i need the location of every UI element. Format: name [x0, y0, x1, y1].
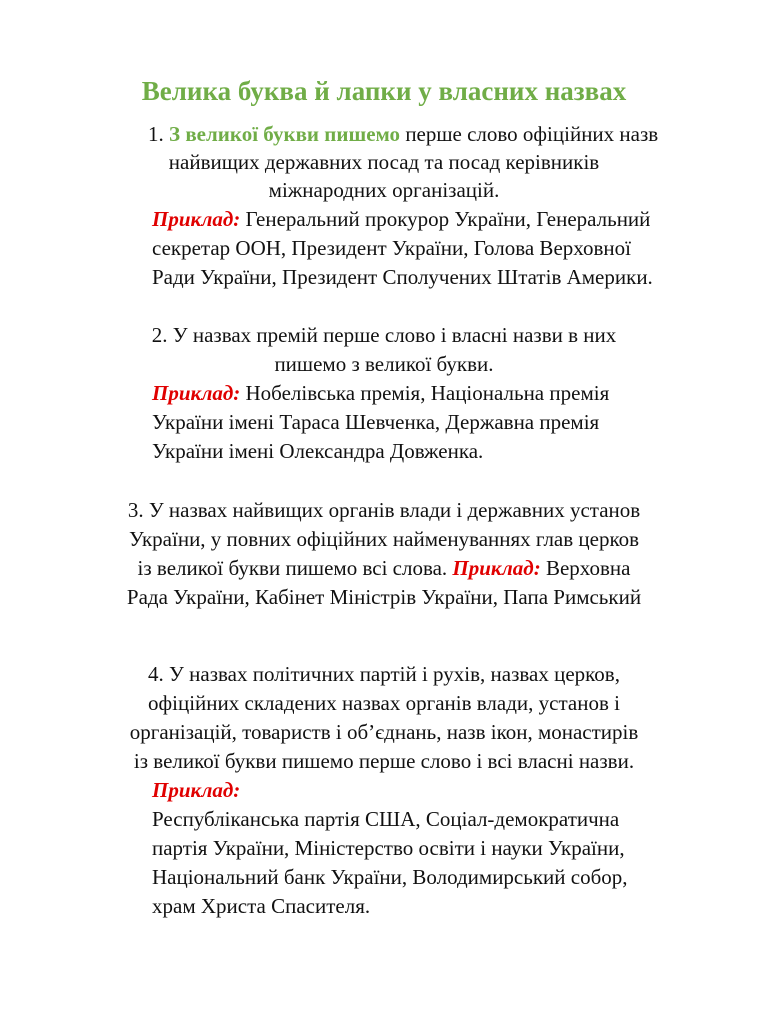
rule-1-example-line-1	[152, 205, 650, 233]
rule-2-example-label: Приклад:	[152, 381, 241, 405]
rule-2-example-line-2: України імені Тараса Шевченка, Державна премія	[152, 410, 600, 434]
rule-3-line-3-pre: із великої букви пишемо всі слова.	[137, 556, 453, 580]
rule-4-line-3: організацій, товариств і об’єднань, назв ікон, монастирів	[129, 720, 639, 744]
rule-2-line-2: пишемо з великої букви.	[274, 352, 494, 376]
rule-3-line-3	[0, 554, 768, 582]
rule-1-example-line-1-rest: Генеральний прокурор України, Генеральний	[240, 207, 651, 231]
rule-4-example-line-2: партія України, Міністерство освіти і науки України,	[152, 836, 625, 860]
rule-2-example-line-1-rest: Нобелівська премія, Національна премія	[240, 381, 610, 405]
rule-1-example-label: Приклад:	[152, 207, 241, 231]
rule-3-line-3-post: Верховна	[540, 556, 631, 580]
rule-1-highlight: З великої букви пишемо	[169, 122, 401, 146]
rule-1-number: 1.	[148, 122, 169, 146]
rule-4-example-line-3: Національний банк України, Володимирський собор,	[152, 865, 628, 889]
rule-3-example-label: Приклад:	[452, 556, 541, 580]
rule-1-example-line-2: секретар ООН, Президент України, Голова Верховної	[152, 236, 631, 260]
rule-3-line-4: Рада України, Кабінет Міністрів України, Папа Римський	[126, 585, 642, 609]
rule-1-line-1	[148, 120, 658, 148]
rule-3-line-2: України, у повних офіційних найменуваннях глав церков	[128, 527, 640, 551]
rule-4-line-2: офіційних складених назвах органів влади, установ і	[148, 691, 620, 715]
rule-1-line-1-rest: перше слово офіційних назв	[400, 122, 659, 146]
rule-4-line-1: 4. У назвах політичних партій і рухів, назвах церков,	[148, 662, 620, 686]
rule-1-line-2: найвищих державних посад та посад керівників	[168, 150, 600, 174]
rule-3-line-1: 3. У назвах найвищих органів влади і державних установ	[127, 498, 641, 522]
rule-1-example-line-3: Ради України, Президент Сполучених Штатів Америки.	[152, 265, 653, 289]
rule-2-line-1: 2. У назвах премій перше слово і власні назви в них	[151, 323, 617, 347]
rule-2-example-line-3: України імені Олександра Довженка.	[152, 439, 484, 463]
page-title: Велика буква й лапки у власних назвах	[141, 76, 627, 106]
rule-4-example-line-4: храм Христа Спасителя.	[152, 894, 371, 918]
rule-2-example-line-1	[152, 379, 609, 407]
rule-1-line-3: міжнародних організацій.	[268, 178, 500, 202]
rule-4-line-4: із великої букви пишемо перше слово і всі власні назви.	[133, 749, 635, 773]
rule-4-example-line-1: Республіканська партія США, Соціал-демократична	[152, 807, 620, 831]
rule-4-example-label: Приклад:	[152, 778, 241, 802]
